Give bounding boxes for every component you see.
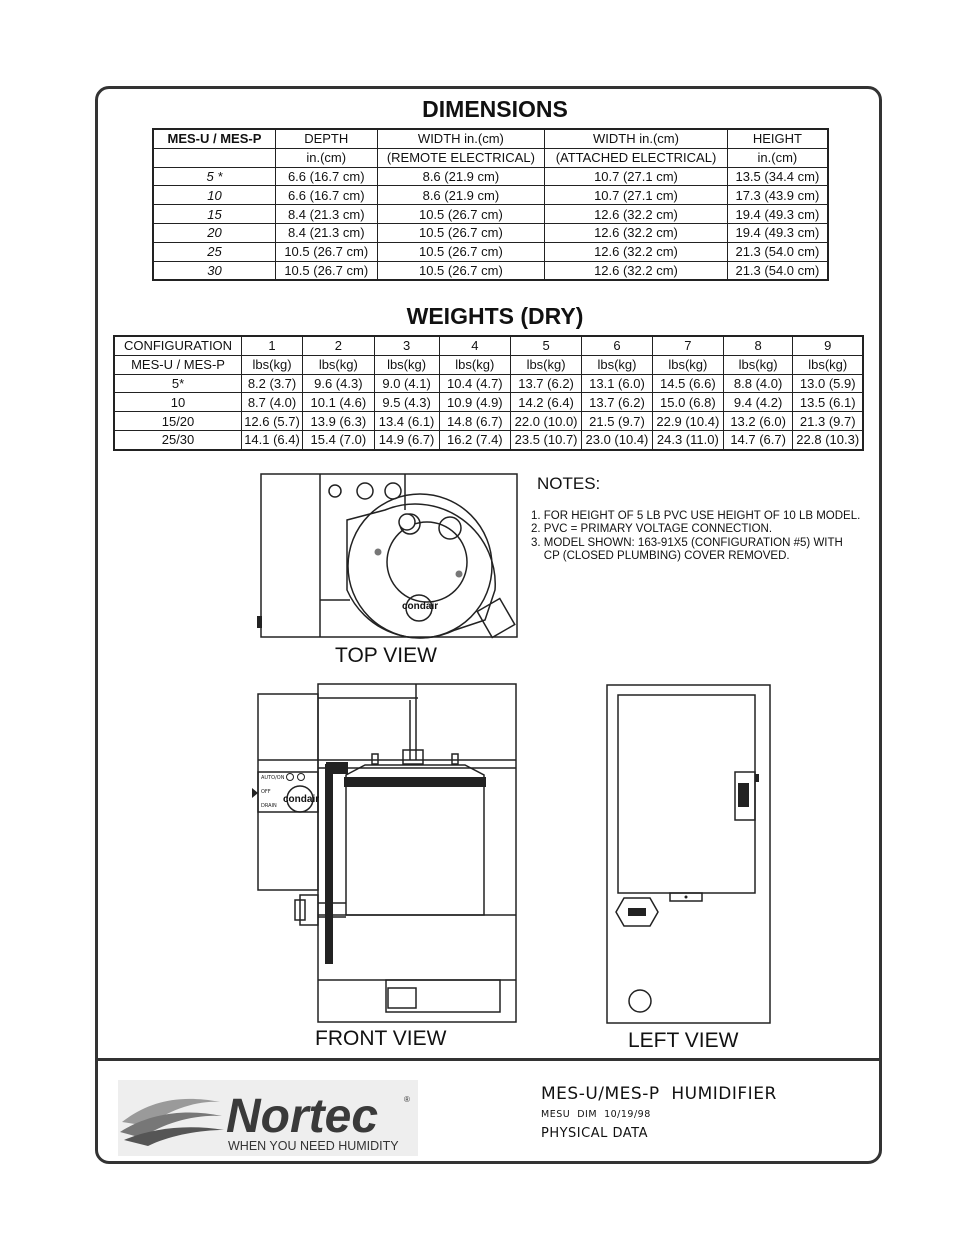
table-cell: 14.9 (6.7)	[374, 430, 439, 449]
title-block-divider	[98, 1058, 880, 1061]
table-cell: 9.6 (4.3)	[303, 374, 375, 393]
table-cell: 13.5 (34.4 cm)	[727, 167, 828, 186]
nortec-logo	[118, 1080, 418, 1156]
table-row	[153, 261, 828, 280]
header-cell: 1	[242, 336, 303, 355]
table-header-row	[153, 148, 828, 167]
table-cell: 13.4 (6.1)	[374, 412, 439, 431]
table-cell: 10.5 (26.7 cm)	[377, 261, 545, 280]
table-row	[153, 205, 828, 224]
table-cell: 12.6 (32.2 cm)	[545, 223, 728, 242]
table-cell: 10	[114, 393, 242, 412]
table-cell: 15.0 (6.8)	[652, 393, 723, 412]
dimensions-title: DIMENSIONS	[422, 96, 568, 122]
table-cell: 8.4 (21.3 cm)	[275, 205, 377, 224]
doc-reference: MESU DIM 10/19/98	[541, 1109, 651, 1120]
header-cell: lbs(kg)	[242, 355, 303, 374]
weights-table	[113, 335, 864, 451]
table-header-row	[114, 355, 863, 374]
table-row	[114, 412, 863, 431]
table-cell: 23.0 (10.4)	[582, 430, 653, 449]
table-cell: 8.4 (21.3 cm)	[275, 223, 377, 242]
table-cell: 13.7 (6.2)	[582, 393, 653, 412]
table-cell: 6.6 (16.7 cm)	[275, 167, 377, 186]
table-row	[114, 393, 863, 412]
table-cell: 10	[153, 186, 275, 205]
table-cell: 13.5 (6.1)	[793, 393, 863, 412]
left-view-drawing	[600, 680, 780, 1030]
note-item: 3. MODEL SHOWN: 163-91X5 (CONFIGURATION #5) WITH	[531, 536, 843, 549]
table-cell: 19.4 (49.3 cm)	[727, 205, 828, 224]
header-cell: lbs(kg)	[793, 355, 863, 374]
table-cell: 10.7 (27.1 cm)	[545, 167, 728, 186]
header-cell: (ATTACHED ELECTRICAL)	[545, 148, 728, 167]
header-cell: lbs(kg)	[439, 355, 511, 374]
table-cell: 22.9 (10.4)	[652, 412, 723, 431]
logo-wordmark: Nortec	[226, 1090, 379, 1143]
header-cell: WIDTH in.(cm)	[545, 129, 728, 148]
header-cell	[153, 148, 275, 167]
top-view-drawing	[255, 470, 525, 642]
table-cell: 10.1 (4.6)	[303, 393, 375, 412]
table-cell: 10.9 (4.9)	[439, 393, 511, 412]
header-cell: lbs(kg)	[723, 355, 793, 374]
table-cell: 23.5 (10.7)	[511, 430, 582, 449]
table-cell: 13.0 (5.9)	[793, 374, 863, 393]
table-cell: 25	[153, 242, 275, 261]
table-cell: 9.4 (4.2)	[723, 393, 793, 412]
table-row	[153, 186, 828, 205]
table-cell: 8.2 (3.7)	[242, 374, 303, 393]
header-cell: lbs(kg)	[582, 355, 653, 374]
table-cell: 13.2 (6.0)	[723, 412, 793, 431]
table-cell: 8.6 (21.9 cm)	[377, 167, 545, 186]
table-cell: 17.3 (43.9 cm)	[727, 186, 828, 205]
condair-mark-front: condair	[283, 794, 320, 805]
table-cell: 10.5 (26.7 cm)	[377, 223, 545, 242]
notes-title: NOTES:	[537, 474, 601, 493]
panel-label-off: OFF	[261, 789, 271, 795]
table-cell: 12.6 (32.2 cm)	[545, 205, 728, 224]
front-view-drawing	[240, 680, 530, 1030]
header-cell: 9	[793, 336, 863, 355]
header-cell: CONFIGURATION	[114, 336, 242, 355]
table-cell: 9.5 (4.3)	[374, 393, 439, 412]
logo-tagline: WHEN YOU NEED HUMIDITY	[228, 1139, 399, 1153]
header-cell: lbs(kg)	[652, 355, 723, 374]
dimensions-table	[152, 128, 829, 281]
panel-label-auto: AUTO/ON	[261, 775, 285, 781]
table-cell: 6.6 (16.7 cm)	[275, 186, 377, 205]
table-cell: 22.0 (10.0)	[511, 412, 582, 431]
table-cell: 13.7 (6.2)	[511, 374, 582, 393]
registered-mark: ®	[404, 1095, 410, 1104]
header-cell: WIDTH in.(cm)	[377, 129, 545, 148]
table-cell: 21.3 (9.7)	[793, 412, 863, 431]
table-cell: 13.9 (6.3)	[303, 412, 375, 431]
table-cell: 14.8 (6.7)	[439, 412, 511, 431]
table-cell: 8.6 (21.9 cm)	[377, 186, 545, 205]
header-cell: 8	[723, 336, 793, 355]
panel-label-drain: DRAIN	[261, 803, 277, 809]
table-cell: 12.6 (32.2 cm)	[545, 261, 728, 280]
table-cell: 10.5 (26.7 cm)	[377, 205, 545, 224]
table-row	[153, 167, 828, 186]
header-cell: lbs(kg)	[374, 355, 439, 374]
table-cell: 24.3 (11.0)	[652, 430, 723, 449]
header-cell: DEPTH	[275, 129, 377, 148]
header-cell: lbs(kg)	[303, 355, 375, 374]
header-cell: HEIGHT	[727, 129, 828, 148]
table-cell: 21.3 (54.0 cm)	[727, 242, 828, 261]
table-cell: 14.7 (6.7)	[723, 430, 793, 449]
table-cell: 10.5 (26.7 cm)	[377, 242, 545, 261]
table-cell: 19.4 (49.3 cm)	[727, 223, 828, 242]
header-cell: 2	[303, 336, 375, 355]
table-row	[114, 430, 863, 449]
table-cell: 9.0 (4.1)	[374, 374, 439, 393]
notes-list	[531, 510, 860, 563]
header-cell: in.(cm)	[275, 148, 377, 167]
note-item: 1. FOR HEIGHT OF 5 LB PVC USE HEIGHT OF 10 LB MODEL.	[531, 510, 861, 522]
condair-mark-top: condair	[402, 601, 439, 612]
header-cell: lbs(kg)	[511, 355, 582, 374]
table-cell: 10.5 (26.7 cm)	[275, 242, 377, 261]
header-cell: MES-U / MES-P	[114, 355, 242, 374]
table-cell: 12.6 (32.2 cm)	[545, 242, 728, 261]
header-cell: (REMOTE ELECTRICAL)	[377, 148, 545, 167]
top-view-label: TOP VIEW	[335, 644, 437, 667]
header-cell: 4	[439, 336, 511, 355]
table-row	[153, 242, 828, 261]
table-cell: 20	[153, 223, 275, 242]
header-cell: 5	[511, 336, 582, 355]
table-cell: 8.7 (4.0)	[242, 393, 303, 412]
table-cell: 30	[153, 261, 275, 280]
table-header-row	[114, 336, 863, 355]
table-cell: 21.5 (9.7)	[582, 412, 653, 431]
header-cell: MES-U / MES-P	[153, 129, 275, 148]
table-header-row	[153, 129, 828, 148]
header-cell: 3	[374, 336, 439, 355]
table-cell: 14.2 (6.4)	[511, 393, 582, 412]
note-item: 2. PVC = PRIMARY VOLTAGE CONNECTION.	[531, 523, 773, 536]
header-cell: 6	[582, 336, 653, 355]
sheet-subtitle: PHYSICAL DATA	[541, 1126, 648, 1141]
table-cell: 5 *	[153, 167, 275, 186]
table-cell: 10.7 (27.1 cm)	[545, 186, 728, 205]
table-cell: 15	[153, 205, 275, 224]
table-cell: 22.8 (10.3)	[793, 430, 863, 449]
table-cell: 14.1 (6.4)	[242, 430, 303, 449]
table-row	[114, 374, 863, 393]
table-cell: 25/30	[114, 430, 242, 449]
header-cell: 7	[652, 336, 723, 355]
table-cell: 5*	[114, 374, 242, 393]
header-cell: in.(cm)	[727, 148, 828, 167]
table-cell: 15/20	[114, 412, 242, 431]
weights-title: WEIGHTS (DRY)	[406, 303, 584, 329]
table-cell: 12.6 (5.7)	[242, 412, 303, 431]
table-cell: 16.2 (7.4)	[439, 430, 511, 449]
table-row	[153, 223, 828, 242]
table-cell: 10.4 (4.7)	[439, 374, 511, 393]
table-cell: 21.3 (54.0 cm)	[727, 261, 828, 280]
table-cell: 10.5 (26.7 cm)	[275, 261, 377, 280]
left-view-label: LEFT VIEW	[628, 1029, 739, 1052]
table-cell: 13.1 (6.0)	[582, 374, 653, 393]
table-cell: 14.5 (6.6)	[652, 374, 723, 393]
table-cell: 15.4 (7.0)	[303, 430, 375, 449]
note-item: CP (CLOSED PLUMBING) COVER REMOVED.	[531, 549, 790, 562]
product-title: MES-U/MES-P HUMIDIFIER	[541, 1084, 777, 1104]
front-view-label: FRONT VIEW	[315, 1027, 447, 1050]
table-cell: 8.8 (4.0)	[723, 374, 793, 393]
